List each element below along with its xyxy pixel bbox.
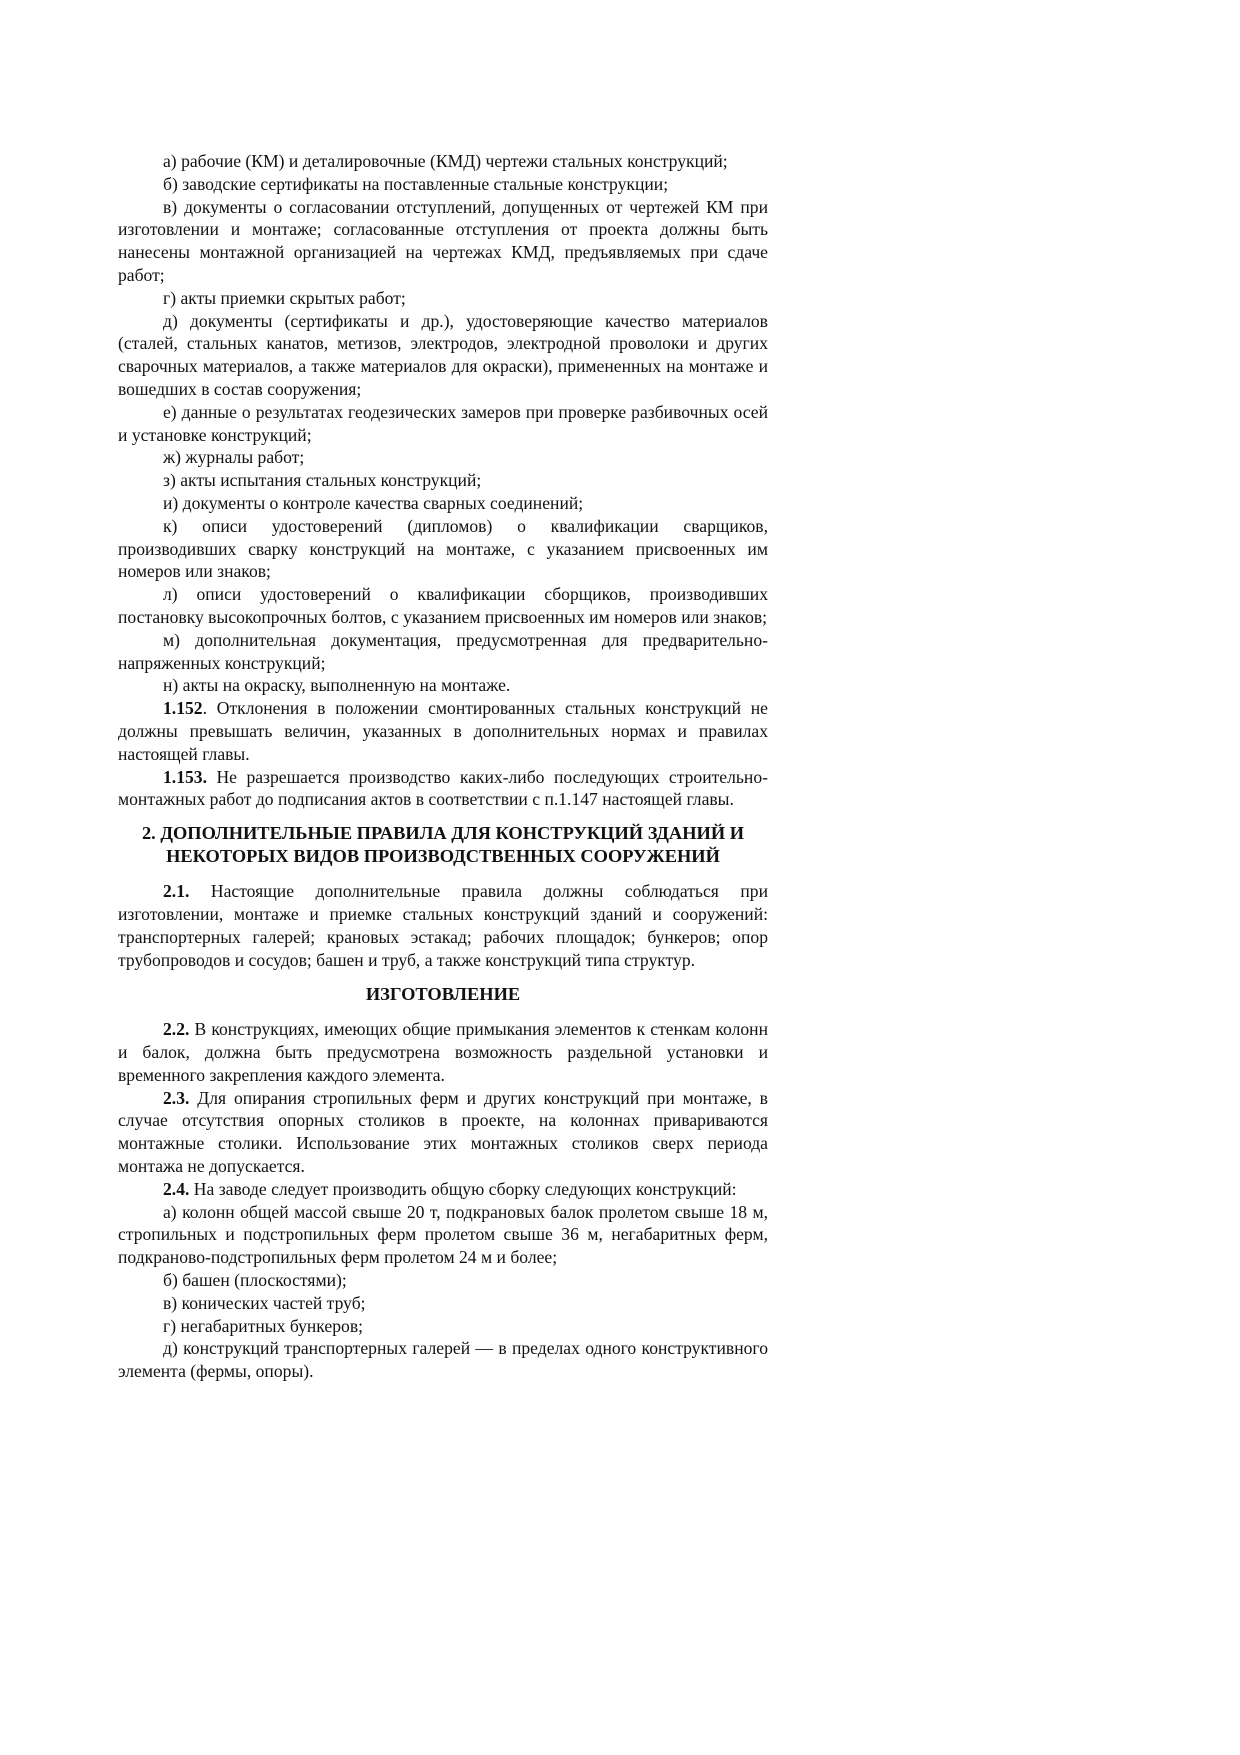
list-item: д) документы (сертификаты и др.), удостоверяющие качество материалов (сталей, стальных канатов, метизов, электродов, электродной проволоки и других сварочных материалов, а также материалов для окраски), примененных на монтаже и вошедших в состав сооружения;	[118, 310, 768, 399]
clause-1-153	[118, 766, 768, 812]
clause-number: 2.4.	[163, 1178, 190, 1199]
clause-1-152	[118, 697, 768, 765]
clause-text: Для опирания стропильных ферм и других конструкций при монтаже, в случае отсутствия опорных столиков в проекте, на колоннах привариваются монтажные столики. Использование этих монтажных столиков сверх периода монтажа не допускается.	[118, 1087, 768, 1177]
list-item: е) данные о результатах геодезических замеров при проверке разбивочных осей и установке конструкций;	[118, 401, 768, 445]
list-item: г) акты приемки скрытых работ;	[163, 287, 406, 308]
clause-2-2	[118, 1018, 768, 1086]
subsection-heading: ИЗГОТОВЛЕНИЕ	[365, 984, 521, 1005]
list-item: к) описи удостоверений (дипломов) о квалификации сварщиков, производивших сварку конструкций на монтаже, с указанием присвоенных им номеров или знаков;	[118, 515, 768, 582]
list-item: м) дополнительная документация, предусмотренная для предварительно-напряженных конструкций;	[118, 629, 768, 673]
clause-2-4	[118, 1178, 768, 1201]
section-heading: 2. ДОПОЛНИТЕЛЬНЫЕ ПРАВИЛА ДЛЯ КОНСТРУКЦИЙ ЗДАНИЙ И НЕКОТОРЫХ ВИДОВ ПРОИЗВОДСТВЕННЫХ СООРУЖЕНИЙ	[141, 823, 745, 867]
clause-number: 2.3.	[163, 1087, 190, 1108]
list-item: в) конических частей труб;	[163, 1292, 366, 1313]
list-item: а) колонн общей массой свыше 20 т, подкрановых балок пролетом свыше 18 м, стропильных и подстропильных ферм пролетом свыше 36 м, негабаритных ферм, подкраново-подстропильных ферм пролетом 24 м и более;	[118, 1201, 768, 1268]
clause-number: 2.1.	[163, 881, 190, 902]
list-item: и) документы о контроле качества сварных соединений;	[163, 492, 584, 513]
clause-text: . Отклонения в положении смонтированных стальных конструкций не должны превышать величин, указанных в дополнительных нормах и правилах настоящей главы.	[118, 698, 768, 764]
list-item: д) конструкций транспортерных галерей — в пределах одного конструктивного элемента (фермы, опоры).	[118, 1338, 768, 1382]
clause-text: Не разрешается производство каких-либо последующих строительно-монтажных работ до подписания актов в соответствии с п.1.147 настоящей главы.	[118, 766, 768, 810]
clause-2-3	[118, 1087, 768, 1178]
clause-number: 1.153.	[163, 766, 207, 787]
clause-2-1	[118, 880, 768, 971]
clause-number: 2.2.	[163, 1019, 190, 1040]
list-item: л) описи удостоверений о квалификации сборщиков, производивших постановку высокопрочных болтов, с указанием присвоенных им номеров или знаков;	[118, 584, 768, 627]
clause-text: Настоящие дополнительные правила должны соблюдаться при изготовлении, монтаже и приемке стальных конструкций зданий и сооружений: транспортерных галерей; крановых эстакад; рабочих площадок; бункеров; опор трубопроводов и сосудов; башен и труб, а также конструкций типа структур.	[118, 881, 768, 970]
list-item: ж) журналы работ;	[163, 447, 305, 468]
list-item: н) акты на окраску, выполненную на монтаже.	[163, 675, 511, 696]
list-item: з) акты испытания стальных конструкций;	[163, 470, 482, 491]
clause-text: На заводе следует производить общую сборку следующих конструкций:	[189, 1178, 737, 1199]
list-item: в) документы о согласовании отступлений, допущенных от чертежей КМ при изготовлении и монтаже; согласованные отступления от проекта должны быть нанесены монтажной организацией на чертежах КМД, предъявляемых при сдаче работ;	[118, 196, 768, 285]
clause-number: 1.152	[163, 698, 203, 719]
clause-text: В конструкциях, имеющих общие примыкания элементов к стенкам колонн и балок, должна быть предусмотрена возможность раздельной установки и временного закрепления каждого элемента.	[118, 1019, 768, 1085]
document-page	[118, 150, 768, 1383]
list-item: б) заводские сертификаты на поставленные стальные конструкции;	[163, 173, 669, 194]
list-item: г) негабаритных бункеров;	[163, 1315, 364, 1336]
list-item: а) рабочие (КМ) и деталировочные (КМД) чертежи стальных конструкций;	[163, 151, 728, 171]
list-item: б) башен (плоскостями);	[163, 1270, 347, 1291]
